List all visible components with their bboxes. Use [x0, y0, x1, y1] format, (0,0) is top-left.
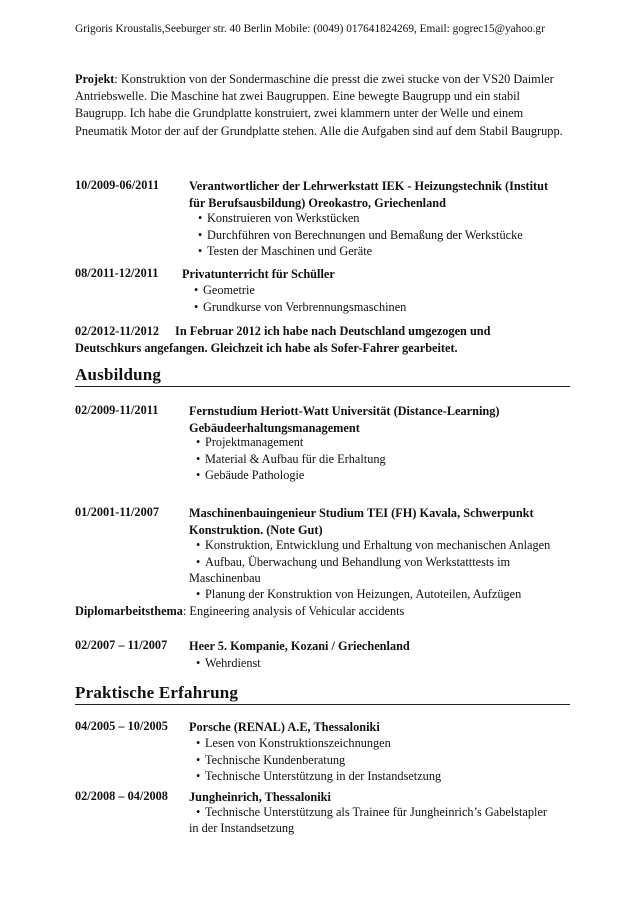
- list-item: • Konstruieren von Werkstücken: [198, 211, 360, 225]
- move-line2: Deutschkurs angefangen. Gleichzeit ich habe als Sofer-Fahrer gearbeitet.: [75, 340, 458, 355]
- job-1-title-line2: für Berufsausbildung) Oreokastro, Griechenland: [189, 195, 446, 210]
- list-item: • Aufbau, Überwachung und Behandlung von Werkstatttests im: [196, 554, 511, 569]
- move-note: [75, 323, 575, 356]
- list-item: • Gebäude Pathologie: [196, 468, 305, 482]
- edu-1-bullets: [196, 434, 386, 484]
- edu-2-date: 01/2001-11/2007: [75, 505, 160, 519]
- section-heading-praxis: Praktische Erfahrung: [75, 683, 239, 702]
- section-heading-ausbildung: Ausbildung: [75, 365, 162, 384]
- diplom-line: [75, 603, 404, 620]
- military-date: 02/2007 – 11/2007: [75, 638, 168, 652]
- move-date: 02/2012-11/2012: [75, 324, 160, 338]
- praxis-2-bullet-1: • Technische Unterstützung als Trainee für Jungheinrich’s Gabelstapler: [196, 805, 547, 819]
- move-line1: In Februar 2012 ich habe nach Deutschland umgezogen und: [175, 324, 491, 338]
- praxis-1-bullets: [196, 735, 441, 785]
- project-text: : Konstruktion von der Sondermaschine die presst die zwei stucke von der VS20 Daimler Antriebswelle. Die Maschine hat zwei Baugruppen. Eine bewegte Baugrupp und ein stabil Baugrupp. Ich habe die Grundplatte konstruiert, zwei klammern unter der Welle und einem Pneumatik Motor der auf der Grundplatte stehen. Alle die Aufgaben sind auf dem Stabil Baugrupp.: [75, 72, 563, 138]
- project-label: Projekt: [75, 72, 115, 86]
- list-item: • Projektmanagement: [196, 435, 304, 449]
- military-title: Heer 5. Kompanie, Kozani / Griechenland: [189, 639, 410, 653]
- diplom-text: : Engineering analysis of Vehicular accidents: [182, 604, 405, 618]
- job-1-bullets: [198, 210, 523, 260]
- list-item: • Wehrdienst: [196, 656, 261, 670]
- section-divider: [75, 386, 570, 387]
- project-paragraph: [75, 71, 570, 140]
- edu-2-title-line1: Maschinenbauingenieur Studium TEI (FH) Kavala, Schwerpunkt: [189, 506, 534, 520]
- job-1-title-line1: Verantwortlicher der Lehrwerkstatt IEK - Heizungstechnik (Institut: [189, 179, 549, 193]
- list-item: • Durchführen von Berechnungen und Bemaßung der Werkstücke: [198, 227, 523, 242]
- praxis-2-bullet-cont: in der Instandsetzung: [189, 821, 295, 835]
- list-item: • Grundkurse von Verbrennungsmaschinen: [194, 299, 407, 314]
- list-item: • Geometrie: [194, 283, 255, 297]
- list-item: • Technische Kundenberatung: [196, 752, 346, 767]
- edu-2-title: [189, 505, 574, 538]
- list-item: • Konstruktion, Entwicklung und Erhaltung von mechanischen Anlagen: [196, 538, 551, 552]
- list-item: • Testen der Maschinen und Geräte: [198, 244, 373, 258]
- job-2-bullets: [194, 282, 406, 315]
- edu-1-title-line2: Gebäudeerhaltungsmanagement: [189, 420, 360, 435]
- edu-2-title-line2: Konstruktion. (Note Gut): [189, 522, 323, 537]
- edu-2-bullet-cont: Maschinenbau: [189, 571, 261, 585]
- job-2-title: Privatunterricht für Schüller: [182, 267, 335, 281]
- praxis-2-date: 02/2008 – 04/2008: [75, 789, 168, 803]
- section-divider: [75, 704, 570, 705]
- list-item: • Material & Aufbau für die Erhaltung: [196, 451, 386, 466]
- list-item: • Lesen von Konstruktionszeichnungen: [196, 736, 391, 750]
- contact-header: Grigoris Kroustalis,Seeburger str. 40 Berlin Mobile: (0049) 017641824269, Email: gogrec15@yahoo.gr: [75, 23, 545, 35]
- edu-1-title: [189, 403, 574, 436]
- edu-2-bullet-3: • Planung der Konstruktion von Heizungen, Autoteilen, Aufzügen: [196, 587, 522, 601]
- job-2-date: 08/2011-12/2011: [75, 266, 159, 280]
- praxis-1-title: Porsche (RENAL) A.E, Thessaloniki: [189, 720, 380, 734]
- job-1-title: [189, 178, 574, 211]
- praxis-2-title: Jungheinrich, Thessaloniki: [189, 790, 331, 804]
- list-item: • Technische Unterstützung in der Instandsetzung: [196, 769, 442, 783]
- job-1-date: 10/2009-06/2011: [75, 178, 160, 192]
- praxis-1-date: 04/2005 – 10/2005: [75, 719, 168, 733]
- edu-1-title-line1: Fernstudium Heriott-Watt Universität (Distance-Learning): [189, 404, 500, 418]
- diplom-label: Diplomarbeitsthema: [75, 604, 183, 618]
- edu-1-date: 02/2009-11/2011: [75, 403, 159, 417]
- military-bullets: [196, 655, 261, 672]
- edu-2-bullets: [196, 537, 550, 570]
